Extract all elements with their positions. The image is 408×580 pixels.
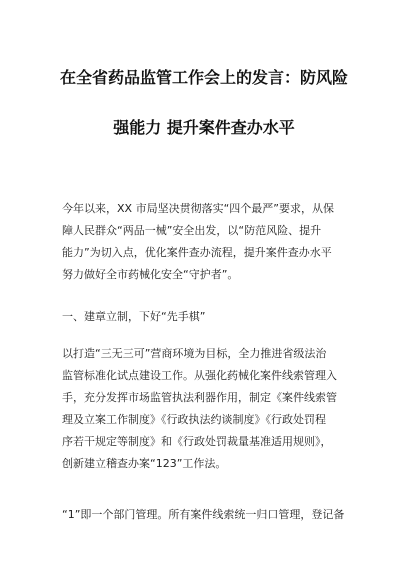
section-heading-text: 一、建章立制，下好“先手棋”	[62, 310, 206, 323]
paragraph-line: 创新建立稽查办案“123”工作法。	[62, 457, 227, 470]
paragraph-line: 以打造“三无三可”营商环境为目标，全力推进省级法治	[62, 347, 327, 360]
document-title-line-1: 在全省药品监管工作会上的发言：防风险	[59, 68, 348, 87]
paragraph-line: 障人民群众“两品一械”安全出发，以“防范风险、提升	[62, 224, 322, 237]
paragraph-line: 今年以来，XX 市局坚决贯彻落实“四个最严”要求，从保	[62, 202, 334, 215]
paragraph-line: 努力做好全市药械化安全“守护者”。	[62, 268, 239, 281]
paragraph-line: 监管标准化试点建设工作。从强化药械化案件线索管理入	[62, 369, 337, 382]
section-heading-1	[62, 306, 354, 328]
paragraph-intro	[62, 198, 354, 286]
document-title-line-2: 强能力 提升案件查办水平	[113, 118, 295, 137]
paragraph-section-1	[62, 343, 354, 475]
paragraph-method-1	[62, 504, 354, 526]
paragraph-line: 能力”为切入点，优化案件查办流程，提升案件查办水平	[62, 246, 332, 259]
paragraph-line: 理及立案工作制度》《行政执法约谈制度》《行政处罚程	[62, 413, 326, 426]
paragraph-line: “1”即一个部门管理。所有案件线索统一归口管理，登记备	[62, 508, 345, 521]
paragraph-line: 手，充分发挥市场监管执法利器作用，制定《案件线索管	[62, 391, 337, 404]
paragraph-line: 序若干规定等制度》和《行政处罚裁量基准适用规则》，	[62, 435, 332, 448]
